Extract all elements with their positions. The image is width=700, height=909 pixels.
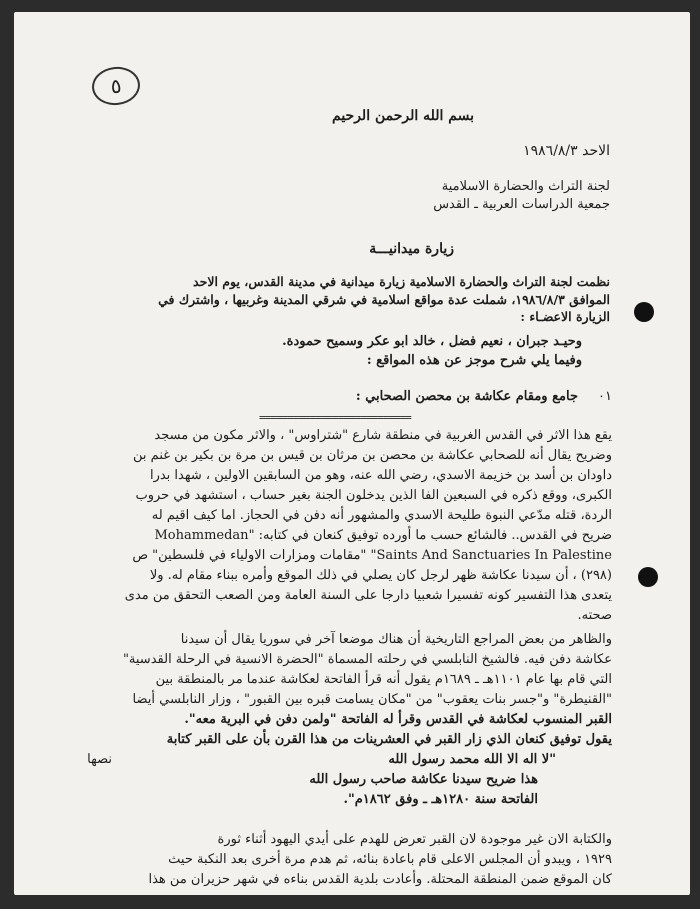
summary-intro: وفيما يلي شرح موجز عن هذه المواقع : (366, 353, 582, 368)
basmala: بسم الله الرحمن الرحيم (332, 108, 474, 124)
inscription-label: نصها (87, 752, 112, 767)
inscription-line: "لا اله الا الله محمد رسول الله (388, 752, 556, 767)
page-number: ٥ (90, 65, 142, 108)
paragraph-line: التي قام بها عام ١١٠١هـ ـ ١٦٨٩م يقول أنه قرأ الفاتحة لعكاشة عندما مر بالمنطقة بين (155, 672, 612, 687)
paragraph-line: وضريح يقال أنه للصحابي عكاشة بن محصن بن مرثان بن قيس بن مرة بن بكير بن غنم بن (133, 448, 612, 463)
paragraph-line: الردة، قتله مدّعي النبوة طليحة الاسدي والمشهور أنه دفن في الحجاز. اما كيف اقيم له (151, 508, 612, 523)
intro-line: الزيارة الاعضـاء : (520, 309, 610, 324)
paragraph-line: يتعدى هذا التفسير كونه تفسيرا شعبيا دارجا على السنة العامة ومن الصعب التحقق من مدى (124, 588, 612, 603)
punch-hole-bottom (638, 567, 658, 587)
paragraph-line: والظاهر من بعض المراجع التاريخية أن هناك موضعا آخر في سوريا يقال أن سيدنا (180, 632, 612, 647)
paragraph-line: صحته. (577, 608, 612, 623)
heading-underline: =========================== (259, 413, 411, 423)
section-heading: جامع ومقام عكاشة بن محصن الصحابي : (355, 389, 578, 404)
paragraph-line: الكبرى، ووقع ذكره في السبعين الفا الذين يدخلون الجنة بغير حساب ، استشهد في حروب (135, 488, 612, 503)
inscription-line: الفاتحة سنة ١٢٨٠هـ ـ وفق ١٨٦٢م". (343, 792, 538, 807)
intro-line: الموافق ١٩٨٦/٨/٣، شملت عدة مواقع اسلامية في شرقي المدينة وغربيها ، واشترك في (158, 292, 610, 307)
paragraph-line: عكاشة دفن فيه. فالشيخ النابلسي في رحلته المسماة "الحضرة الانسية في الرحلة القدسية" (122, 652, 612, 667)
date-line: الاحد ١٩٨٦/٨/٣ (523, 143, 610, 159)
inscription-line: هذا ضريح سيدنا عكاشة صاحب رسول الله (309, 772, 538, 787)
paragraph-line: Saints And Sanctuaries In Palestine" "مقامات ومزارات الاولياء في فلسطين" ص (132, 548, 612, 563)
intro-line: نظمت لجنة التراث والحضارة الاسلامية زيارة ميدانية في مدينة القدس، يوم الاحد (193, 274, 610, 289)
paragraph-line: ضريح في القدس.. فالشائع حسب ما أورده توفيق كنعان في كتابه: "Mohammedan (154, 528, 612, 543)
recipient-line: جمعية الدراسات العربية ـ القدس (433, 197, 610, 212)
paragraph-line: يقع هذا الاثر في القدس الغربية في منطقة شارع "شتراوس" ، والاثر مكون من مسجد (154, 428, 612, 443)
document-page (14, 12, 690, 895)
paragraph-line: "القنيطرة" و"جسر بنات يعقوب" من "مكان يسامت قبره بين القبور" ، وزار النابلسي أيضا (132, 692, 612, 707)
paragraph-line: القبر المنسوب لعكاشة في القدس وقرأ له الفاتحة "ولمن دفن في البرية معه". (184, 712, 612, 727)
paragraph-line: يقول توفيق كنعان الذي زار القبر في العشرينات من هذا القرن بأن على القبر كتابة (166, 732, 612, 747)
punch-hole-top (634, 302, 654, 322)
paragraph-line: داودان بن أسد بن خزيمة الاسدي، رضي الله عنه، وهو من السابقين الاولين ، شهدا بدرا (149, 468, 612, 483)
document-title: زيارة ميدانيـــة (369, 241, 454, 257)
section-number: ٠١ (598, 389, 612, 404)
participants: وحيـد جبران ، نعيم فضل ، خالد ابو عكر وسميح حمودة. (282, 334, 582, 349)
paragraph-line: ١٩٢٩ ، ويبدو أن المجلس الاعلى قام باعادة بنائه، ثم هدم مرة أخرى بعد النكبة حيث (168, 852, 612, 867)
paragraph-line: والكتابة الان غير موجودة لان القبر تعرض للهدم على أيدي اليهود أثناء ثورة (217, 832, 612, 847)
recipient-line: لجنة التراث والحضارة الاسلامية (441, 179, 610, 194)
paragraph-line: كان الموقع ضمن المنطقة المحتلة. وأعادت بلدية القدس بناءه في شهر حزيران من هذا (148, 872, 612, 887)
paragraph-line: (٢٩٨) ، أن سيدنا عكاشة ظهر لرجل كان يصلي في ذلك الموقع وأمره ببناء مقام له. ولا (149, 568, 612, 583)
